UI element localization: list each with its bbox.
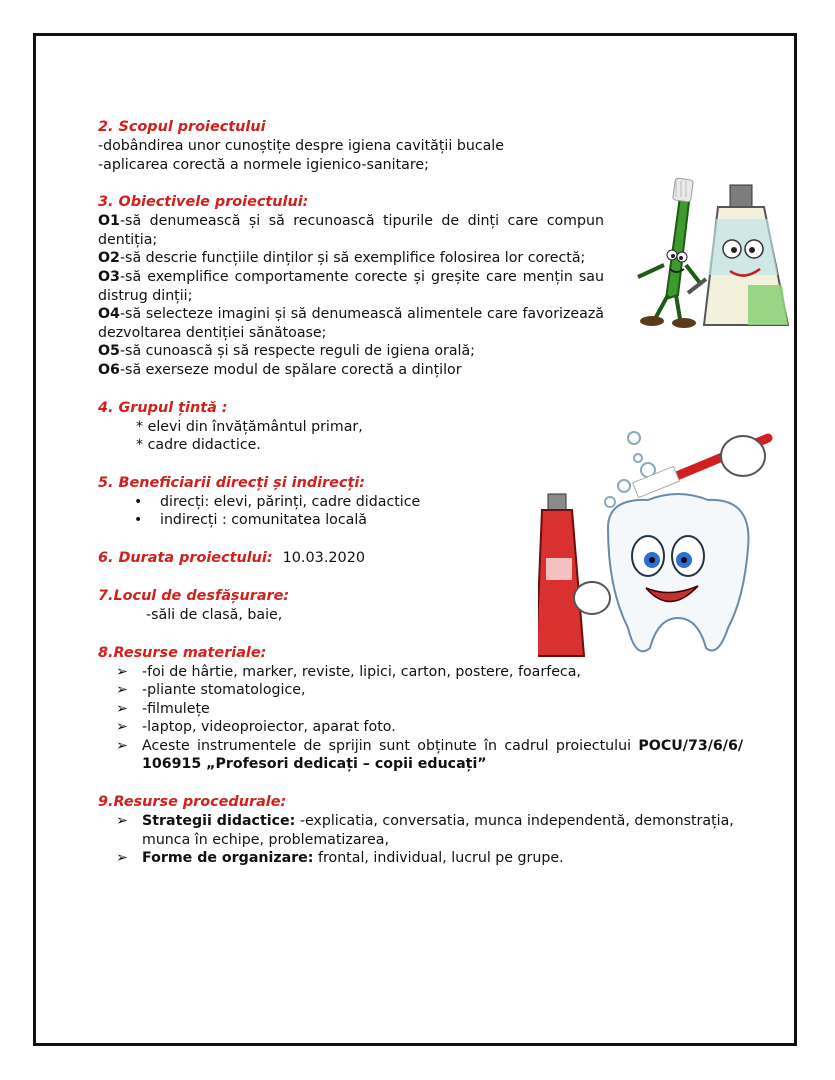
scop-line-2: -aplicarea corectă a normele igienico-sanitare; bbox=[98, 156, 429, 173]
durata-value: 10.03.2020 bbox=[282, 549, 366, 566]
section-grup-title: 4. Grupul țintă : bbox=[98, 399, 228, 416]
section-scop-title: 2. Scopul proiectului bbox=[98, 119, 266, 135]
arrow-bullet-icon: ➢ bbox=[116, 850, 128, 867]
list-item: ➢ Aceste instrumentele de sprijin sunt obținute în cadrul proiectului POCU/73/6/6/ 106915 „Profesori dedicați – copii educați” bbox=[116, 737, 743, 773]
objective-item: O6-să exerseze modul de spălare corectă a dinților bbox=[98, 361, 462, 378]
objective-item: O5-să cunoască și să respecte reguli de igiena orală; bbox=[98, 343, 475, 360]
list-item: ➢ Forme de organizare: frontal, individual, lucrul pe grupe. bbox=[116, 850, 564, 867]
list-item: ➢ -foi de hârtie, marker, reviste, lipici, carton, postere, foarfeca, bbox=[116, 663, 581, 680]
project-code: POCU/73/6/6/ 106915 „Profesori dedicați – copii educați” bbox=[142, 737, 743, 773]
section-materiale-title: 8.Resurse materiale: bbox=[98, 644, 267, 661]
list-item: ➢ -pliante stomatologice, bbox=[116, 682, 306, 699]
list-item: ➢ -filmulețe bbox=[116, 700, 210, 717]
section-obiective-title: 3. Obiectivele proiectului: bbox=[98, 194, 309, 211]
arrow-bullet-icon: ➢ bbox=[116, 663, 128, 680]
list-item: • indirecți : comunitatea locală bbox=[98, 511, 743, 530]
section-locul-title: 7.Locul de desfășurare: bbox=[98, 587, 290, 604]
arrow-bullet-icon: ➢ bbox=[116, 737, 128, 754]
toothpaste-character-icon bbox=[688, 185, 788, 325]
tooth-character-illustration bbox=[538, 428, 788, 668]
arrow-bullet-icon: ➢ bbox=[116, 700, 128, 717]
toothbrush-toothpaste-illustration bbox=[618, 175, 803, 335]
objective-item: O1-să denumească și să recunoască tipurile de dinți care compun dentiția; bbox=[98, 213, 604, 248]
arrow-bullet-icon: ➢ bbox=[116, 813, 128, 830]
bubbles-icon bbox=[605, 432, 655, 507]
toothbrush-character-icon bbox=[638, 178, 700, 328]
objectives-list bbox=[98, 212, 604, 379]
section-beneficiari-title: 5. Beneficiarii direcți și indirecți: bbox=[98, 474, 366, 491]
grup-item: * cadre didactice. bbox=[136, 437, 261, 454]
list-item: • direcți: elevi, părinți, cadre didactice bbox=[98, 493, 743, 512]
arrow-bullet-icon: ➢ bbox=[116, 682, 128, 699]
objective-item: O4-să selecteze imagini și să denumească alimentele care favorizează dezvoltarea dentiției sănătoase; bbox=[98, 306, 604, 341]
scop-line-1: -dobândirea unor cunoștițe despre igiena cavității bucale bbox=[98, 138, 504, 154]
objective-item: O2-să descrie funcțiile dinților și să exemplifice folosirea lor corectă; bbox=[98, 250, 586, 267]
list-item: ➢ Strategii didactice: -explicatia, conversatia, munca independentă, demonstrația, munca în echipe, problematizarea, bbox=[116, 813, 734, 848]
locul-value: -săli de clasă, baie, bbox=[146, 606, 283, 623]
procedurale-list bbox=[98, 812, 743, 868]
tooth-character-icon bbox=[608, 494, 749, 651]
objective-item: O3-să exemplifice comportamente corecte și greșite care mențin sau distrug dinții; bbox=[98, 268, 604, 304]
arrow-bullet-icon: ➢ bbox=[116, 719, 128, 736]
toothpaste-tube-icon bbox=[538, 494, 610, 656]
list-item: ➢ -laptop, videoproiector, aparat foto. bbox=[116, 719, 396, 736]
section-procedurale-title: 9.Resurse procedurale: bbox=[98, 794, 287, 811]
materiale-list bbox=[98, 663, 743, 775]
section-durata: 6. Durata proiectului: 10.03.2020 bbox=[98, 549, 366, 566]
grup-item: * elevi din învățământul primar, bbox=[136, 418, 363, 435]
